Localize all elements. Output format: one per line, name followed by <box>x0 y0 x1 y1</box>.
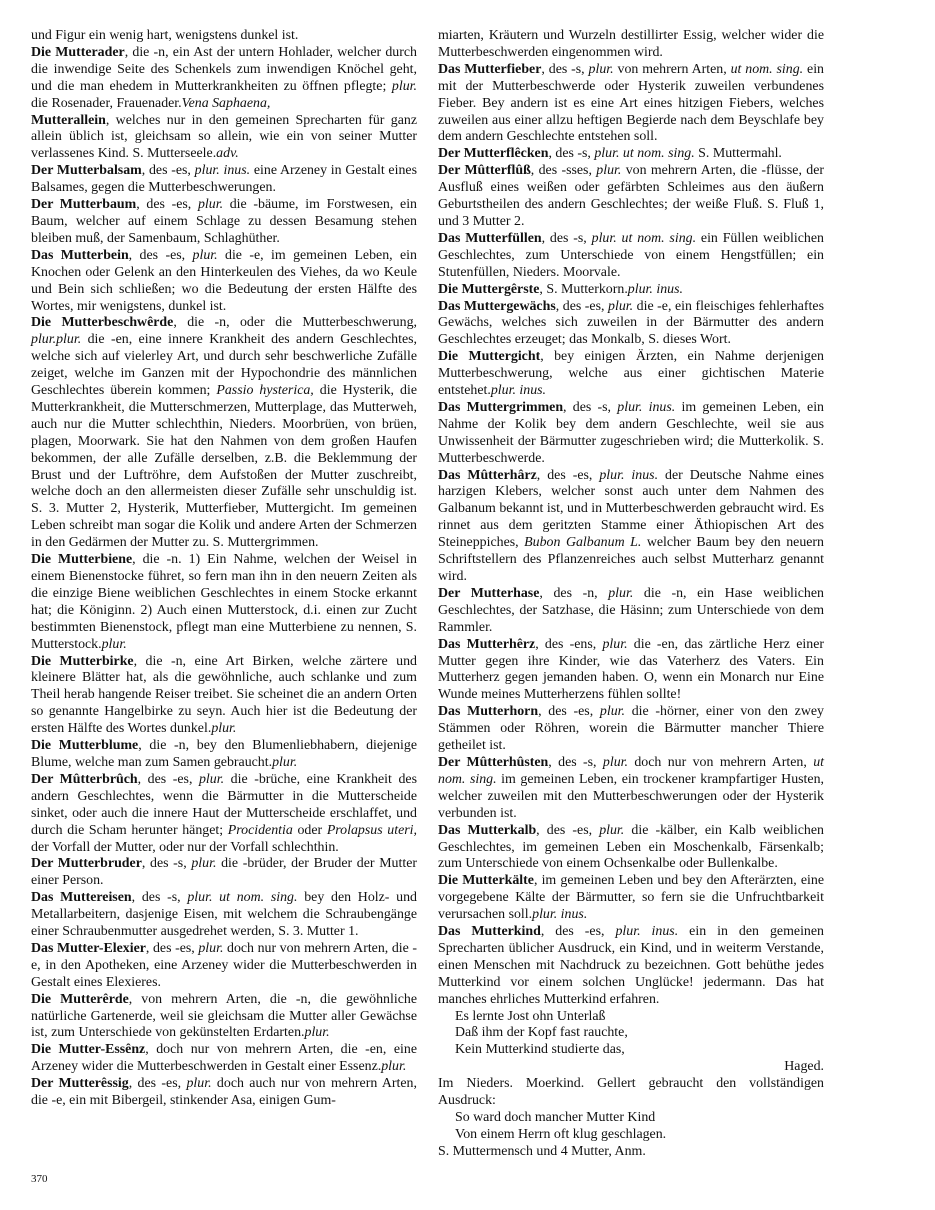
grammar-note: plur. <box>596 163 622 179</box>
entry-text: des -es, <box>139 247 193 263</box>
grammar-note: plur. inus. <box>599 467 659 483</box>
entry-text: bey einigen Ärzten, ein Nahme derjenigen Mutterbeschwerung, welche aus einer gichtischen Materie entstehet. <box>438 349 824 399</box>
entry-headword: Der Mûtterbrûch <box>31 771 138 787</box>
entry-text: , <box>540 924 556 940</box>
entry-text: des -es, <box>562 298 609 314</box>
dictionary-entry <box>31 654 417 739</box>
verse-line: Kein Mutterkind studierte das, <box>455 1042 625 1058</box>
entry-text: , <box>536 822 547 838</box>
dictionary-entry <box>31 738 417 772</box>
entry-text: , <box>555 298 563 314</box>
entry-text: des -es, <box>547 467 600 483</box>
entry-text: , <box>530 163 539 179</box>
entry-headword: Das Muttereisen <box>31 890 132 906</box>
entry-headword: Die Mutterkälte <box>438 873 534 889</box>
entry-text: , <box>133 653 146 669</box>
entry-text: die -e, ein fleischiges fehlerhaftes Gewächs, welches sich zuweilen in der Bärmutter des andern Geschlechtes erzeuget; das Monkalb, S. dieses Wort. <box>438 298 824 348</box>
entry-text: S. Muttermahl. <box>694 146 782 162</box>
entry-text: eine Arzeney in Gestalt eines Balsames, gegen die Mutterbeschwerungen. <box>31 163 417 196</box>
entry-text: , <box>535 636 545 652</box>
grammar-note: plur. <box>192 247 218 263</box>
entry-text: die -en, das zärtliche Herz einer Mutter gegen ihre Kinder, wie das Vaterherz des Vaters. Ein Mutterherz gegen jemanden haben. O, wenn ein Monarch nur Eine Wunde meines Mutterherzens fühlen sollte! <box>438 636 825 703</box>
entry-text: , <box>131 890 142 906</box>
entry-text: des -es, <box>546 822 600 838</box>
grammar-note: plur. <box>602 754 628 770</box>
entry-text: des -es, <box>548 704 600 720</box>
entry-text: die -brüder, der Bruder der Mutter einer Person. <box>31 856 417 889</box>
entry-text: doch nur von mehrern Arten, <box>627 754 814 770</box>
grammar-note: plur. <box>608 298 634 314</box>
dictionary-entry <box>438 349 824 400</box>
entry-text: des -s, <box>150 856 192 872</box>
entry-headword: Der Mutterbruder <box>31 856 142 872</box>
dictionary-entry <box>31 992 417 1043</box>
grammar-note: plur. <box>31 332 57 348</box>
entry-text: , <box>128 247 140 263</box>
entry-headword: Das Mutter-Elexier <box>31 940 146 956</box>
entry-headword: Die Mutterbirke <box>31 653 134 669</box>
entry-text: des -sses, <box>538 163 597 179</box>
entry-headword: Das Mutterfieber <box>438 61 542 77</box>
entry-headword: Der Mutterflêcken <box>438 146 549 162</box>
entry-text: des -s, <box>141 890 188 906</box>
dictionary-entry <box>31 1042 417 1076</box>
entry-text: die -n, eine Art Birken, welche zärtere und kleinere Blätter hat, als die gewöhnliche, auch schlanke und zum Theil herab hangende Reiser treibet. Sie scheinet die an andern Orten so genannte Hangelbirke zu seyn. Auch hier ist die Bedeutung der ersten Hälfte des Wortes dunkel. <box>31 653 417 737</box>
after-verse-text: Im Nieders. Moerkind. Gellert gebraucht den vollständigen Ausdruck: <box>438 1076 824 1109</box>
entry-text: die -n, ein Hase weiblichen Geschlechtes, der Satzhase, die Häsinn; zum Unterschiede von dem Rammler. <box>438 585 824 635</box>
grammar-note: adv. <box>216 146 239 162</box>
entry-text: , <box>128 1076 138 1092</box>
grammar-note: plur. <box>191 856 217 872</box>
entry-text: , <box>145 1042 157 1058</box>
entry-text: , <box>541 61 549 77</box>
latin-term: Vena Saphaena, <box>181 95 271 111</box>
entry-headword: Das Muttergewächs <box>438 298 556 314</box>
entry-text: des -es, <box>152 940 199 956</box>
entry-text: , <box>138 738 150 754</box>
dictionary-entry <box>31 941 417 992</box>
entry-text: der Deutsche Nahme eines harzigen Klebers, welcher sonst auch unter dem Nahmen des Galbanum bekannt ist, und in Mutterbeschwerden gebraucht wird. Es rinnet aus dem geritzten Stamme einer Äthiopischen Art des Steineppiches, <box>438 467 824 551</box>
entry-headword: Das Mutterfüllen <box>438 230 542 246</box>
grammar-note: plur. inus. <box>532 907 588 923</box>
entry-text: , <box>105 112 116 128</box>
entry-text: im gemeinen Leben, ein trockener krampfartiger Husten, welcher zuweilen mit den Mutterbeschwerungen oder der Hysterik verbunden ist. <box>438 771 824 821</box>
grammar-note: plur. <box>197 197 224 213</box>
entry-text: des -n, <box>553 585 609 601</box>
entry-text: , <box>141 856 150 872</box>
entry-text: die -bäume, im Forstwesen, ein Baum, welcher auf einem Schlage zu dessen Besamung stehen bleiben muß, der Samenbaum, Schlaghüther. <box>31 197 417 246</box>
dictionary-entry <box>31 890 417 941</box>
dictionary-entry <box>438 468 824 586</box>
entry-text: , <box>563 399 573 415</box>
entry-text: des -es, <box>555 924 616 940</box>
entry-text: , <box>173 315 188 331</box>
dictionary-entry <box>438 586 824 637</box>
entry-text: , <box>541 230 550 246</box>
dictionary-entry <box>438 146 824 163</box>
entry-text: des -s, <box>548 61 589 77</box>
entry-headword: Der Mutterêssig <box>31 1076 129 1092</box>
entry-text: doch nur von mehrern Arten, die -en, eine Arzeney wider die Mutterbeschwerden in Gestalt einer Essenz. <box>31 1042 417 1075</box>
latin-term: Prolapsus uteri, <box>326 822 417 838</box>
entry-headword: Das Mutterhêrz <box>438 636 536 652</box>
latin-term: Procidentia <box>227 822 293 838</box>
entry-text: die -en, eine innere Krankheit des andern Geschlechtes, welche sich auf vielerley Art, und durch sehr beschwerliche Zufälle zeiget, welche im Ganzen mit der Hypochondrie des männlichen Geschlechtes überein kommen; <box>31 332 417 399</box>
entry-text: des -es, <box>147 771 199 787</box>
latin-term: Passio hysterica, <box>216 383 314 399</box>
entry-text: welches nur in den gemeinen Sprecharten für ganz allein üblich ist, gleichsam so allein, wie ein von seiner Mutter verlassenes Kind. S. Mutterseele. <box>31 112 417 162</box>
entry-text: , <box>132 552 143 568</box>
entry-text: die -e, im gemeinen Leben, ein Knochen oder Gelenk an den Hinterkeulen des Viehes, da wo Keule und Bein sich schließen; wo die Bedeutung der ersten Hälfte des Wortes, mir wenigstens, dunkel ist. <box>31 247 417 314</box>
entry-headword: Die Mutterêrde <box>31 991 129 1007</box>
grammar-note: plur. <box>198 771 225 787</box>
entry-text: und Figur ein wenig hart, wenigstens dunkel ist. <box>31 28 299 43</box>
dictionary-entry <box>438 873 824 924</box>
entry-text: die -n, bey den Blumenliebhabern, diejenige Blume, welche man zum Samen gebraucht. <box>31 738 417 770</box>
entry-text: S. Mutterkorn. <box>546 281 628 297</box>
grammar-note: plur. inus. <box>617 399 676 415</box>
grammar-note: plur. inus. <box>194 163 251 179</box>
entry-text: , <box>539 585 554 601</box>
entry-text: welcher Baum bey den neuern Schriftstellern des Pflanzenreiches auch selbst Mutterharz genannt wird. <box>438 535 824 584</box>
dictionary-entry <box>31 772 417 857</box>
entry-text: , <box>538 704 549 720</box>
entry-text: des -es, <box>137 1076 187 1092</box>
entry-headword: Die Mutterbeschwêrde <box>31 315 174 331</box>
dictionary-entry <box>31 28 417 45</box>
entry-text: die -n. 1) Ein Nahme, welchen der Weisel in einem Bienenstocke führet, so fern man ihn in den neuern Zeiten als die einzige Biene weiblichen Geschlechtes in einem Stocke erkannt hat; die Königinn. 2) Auch einen Mutterstock, d.i. einen zur Zucht bestimmten Bienenstock, pflegt man eine Mutterbiene zu nennen, S. Mutterstock. <box>31 552 417 652</box>
grammar-note: plur. ut nom. sing. <box>591 230 697 246</box>
latin-term: Bubon Galbanum L. <box>524 535 642 551</box>
verse-line: Daß ihm der Kopf fast rauchte, <box>455 1025 628 1041</box>
dictionary-entry <box>438 62 824 147</box>
entry-headword: Die Muttergicht <box>438 349 541 365</box>
grammar-note: plur. <box>101 636 127 652</box>
grammar-note: plur. <box>608 585 634 601</box>
entry-text: , <box>536 467 548 483</box>
entry-headword: Die Muttergêrste <box>438 281 540 297</box>
entry-headword: Mutterallein <box>31 112 106 128</box>
closing-text: S. Muttermensch und 4 Mutter, Anm. <box>438 1143 646 1159</box>
entry-text: die Rosenader, Frauenader. <box>31 95 182 111</box>
entry-text: des -es, <box>148 163 195 179</box>
entry-text: die -kälber, ein Kalb weiblichen Geschlechtes, im gemeinen Leben ein Moschenkalb, Färsenkalb; zum Unterschiede von einem Ochsenkalbe oder Bullenkalbe. <box>438 822 824 872</box>
dictionary-entry <box>438 28 824 62</box>
grammar-note: plur. <box>304 1025 330 1041</box>
entry-headword: Die Mutterader <box>31 44 125 60</box>
dictionary-entry <box>31 197 417 248</box>
entry-headword: Der Mûtterflûß <box>438 163 531 179</box>
entry-text: ein Füllen weiblichen Geschlechtes, zum Unterschiede von einem Hengstfüllen; ein Stutenfüllen, Nieders. Moorvale. <box>438 230 824 280</box>
dictionary-entry <box>438 755 824 823</box>
grammar-note: plur. <box>588 61 614 77</box>
entry-text: , <box>137 771 148 787</box>
dictionary-entry <box>31 552 417 653</box>
entry-headword: Das Muttergrimmen <box>438 399 564 415</box>
grammar-note: plur. ut nom. sing. <box>594 146 695 162</box>
dictionary-entry <box>438 163 824 231</box>
entry-text: doch auch nur von mehrern Arten, die -e, ein mit Bibergeil, stinkender Asa, einigen Gum- <box>31 1076 417 1109</box>
grammar-note: plur. <box>211 721 237 737</box>
entry-text: , <box>128 991 142 1007</box>
entry-headword: Der Mûtterhûsten <box>438 754 549 770</box>
entry-headword: Das Mûtterhârz <box>438 467 537 483</box>
grammar-note: plur. <box>56 332 82 348</box>
entry-text: des -s, <box>549 230 592 246</box>
dictionary-entry <box>31 163 417 197</box>
entry-headword: Das Mutterkalb <box>438 822 537 838</box>
entry-text: ein in den gemeinen Sprecharten üblicher Ausdruck, ein Kind, und in weiterm Verstande, einen Menschen mit Nachdruck zu bezeichnen. Gott behüthe jedes Mutterkind vor einem solchen Unglücke! jedermann. Das hat manches ehrliches Mutterkind erfahren. <box>438 924 824 1007</box>
entry-text: die Hysterik, die Mutterkrankheit, die Mutterschmerzen, Mutterplage, das Mutterweh, auch nur die Mutter schlechthin, Nieders. Moorbrüen, von brüen, plagen, Moorwark. Sie hat den Nahmen von dem großen Haufen bekommen, der alle Zufälle derselben, z.B. die Beklemmung der Brust und der Luftröhre, dem Aufstoßen der Mutter zuschreibt, welche doch an den allermeisten dieser Zufälle sehr unschuldig ist. S. 3. Mutter 2, Hysterik, Mutterfieber, Muttergicht. Im gemeinen Leben schreibt man sogar die Kolik und andere Arten der Schmerzen in den Gedärmen der Mutter zu. S. Muttergrimmen. <box>31 383 417 551</box>
grammar-note: plur. inus. <box>627 281 683 297</box>
grammar-note: plur. <box>599 704 625 720</box>
entry-headword: Der Mutterhase <box>438 585 540 601</box>
entry-text: oder <box>292 822 327 838</box>
entry-text: , <box>533 873 542 889</box>
entry-headword: Das Mutterkind <box>438 924 541 940</box>
entry-text: bey den Holz- und Metallarbeitern, dasjenige Eisen, mit welchem die Schraubengänge einer Schraubenmutter ausgedrehet werden, S. 3. Mutter 1. <box>31 890 417 940</box>
entry-text: des -ens, <box>544 636 603 652</box>
dictionary-entry <box>438 400 824 468</box>
entry-text: ein mit der Mutterbeschwerde oder Hysterik zuweilen verbundenes Fieber. Bey andern ist es eine Art eines hitzigen Fiebers, welches zuweilen aus einer allzu heftigen Begierde nach dem Beyschlafe bey dem andern Geschlechte entstehen soll. <box>438 61 825 145</box>
verse-line: Von einem Herrn oft klug geschlagen. <box>455 1126 667 1142</box>
entry-headword: Das Mutterbein <box>31 247 129 263</box>
grammar-note: plur. ut nom. sing. <box>187 890 298 906</box>
entry-text: , <box>145 940 153 956</box>
entry-text: im gemeinen Leben und bey den Afterärzten, eine vorgegebene Kälte der Bärmutter, so fern sie die Unfruchtbarkeit verursachen soll. <box>438 873 824 923</box>
dictionary-entry <box>438 823 824 874</box>
entry-headword: Der Mutterbalsam <box>31 163 142 179</box>
entry-text: , <box>548 754 559 770</box>
entry-text: der Vorfall der Mutter, oder nur der Vorfall schlechthin. <box>31 839 339 855</box>
entry-text: die -brüche, eine Krankheit des andern Geschlechtes, wenn die Bärmutter in die Mutterscheide sinket, oder auch die innere Haut der Mutterscheide erschlaffet, und durch die Scham herunter hänget; <box>31 771 417 838</box>
entry-text: die -n, ein Ast der untern Hohlader, welcher durch die inwendige Seite des Schenkels zum inwendigen Knöchel geht, und die man ehedem in Mutterkrankheiten zu öffnen pflegte; <box>31 44 417 94</box>
dictionary-entry <box>438 231 824 282</box>
entry-text: doch nur von mehrern Arten, die -e, in den Apotheken, eine Arzeney wider die Mutterbeschwerden in Gestalt eines Elexieres. <box>31 940 418 990</box>
dictionary-entry <box>438 299 824 350</box>
entry-text: des -s, <box>558 754 603 770</box>
latin-term: ut nom. sing. <box>438 754 824 787</box>
dictionary-entry <box>438 282 824 299</box>
entry-headword: Die Mutterblume <box>31 738 139 754</box>
page-number: 370 <box>31 1173 48 1185</box>
entry-headword: Die Mutterbiene <box>31 552 133 568</box>
verse-line: Es lernte Jost ohn Unterlaß <box>455 1008 606 1024</box>
latin-term: ut nom. sing. <box>730 61 804 77</box>
entry-text: des -es, <box>146 197 198 213</box>
entry-text: die -n, oder die Mutterbeschwerung, <box>187 315 417 331</box>
dictionary-entry <box>31 1076 417 1110</box>
dictionary-entry <box>438 704 824 755</box>
entry-text: im gemeinen Leben, ein Nahme der Kolik bey dem andern Geschlechte, weil sie aus Unwissenheit der Bärmutter zugeschrieben wird; die Mutterkolik. S. Mutterbeschwerde. <box>438 399 824 466</box>
verse-line: So ward doch mancher Mutter Kind <box>455 1110 656 1125</box>
entry-text: des -s, <box>555 146 595 162</box>
grammar-note: plur. <box>272 754 298 770</box>
dictionary-entry <box>438 637 824 705</box>
dictionary-entry <box>31 856 417 890</box>
grammar-note: plur. <box>198 940 224 956</box>
grammar-note: plur. inus. <box>490 383 547 399</box>
entry-text: von mehrern Arten, <box>613 61 731 77</box>
entry-text: die -hörner, einer von den zwey Stämmen oder Röhren, worein die Bärmutter mancher Thiere getheilet ist. <box>438 704 824 754</box>
entry-text: , <box>136 197 147 213</box>
dictionary-entry <box>438 924 824 1009</box>
grammar-note: plur. <box>391 78 417 94</box>
entry-text: , <box>548 146 556 162</box>
grammar-note: plur. <box>602 636 628 652</box>
entry-text: , <box>141 163 149 179</box>
entry-headword: Der Mutterbaum <box>31 197 137 213</box>
dictionary-entry <box>31 248 417 316</box>
grammar-note: plur. inus. <box>615 924 679 940</box>
grammar-note: plur. <box>381 1059 407 1075</box>
entry-text: , <box>540 349 555 365</box>
entry-text: des -s, <box>572 399 618 415</box>
dictionary-entry <box>31 113 417 164</box>
grammar-note: plur. <box>599 822 625 838</box>
entry-headword: Das Mutterhorn <box>438 704 539 720</box>
entry-text: von mehrern Arten, die -n, die gewöhnliche natürliche Gartenerde, weil sie gleichsam die Mutter aller Gewächse ist, zum Unterschiede von gekünstelten Erdarten. <box>31 991 417 1041</box>
dictionary-entry <box>31 45 417 113</box>
entry-text: , <box>539 281 547 297</box>
verse-signature: Haged. <box>784 1059 824 1075</box>
entry-text: , <box>124 44 133 60</box>
entry-text: miarten, Kräutern und Wurzeln destillirter Essig, welcher wider die Mutterbeschwerden eingenommen wird. <box>438 28 824 60</box>
dictionary-entry <box>31 315 417 552</box>
grammar-note: plur. <box>186 1076 212 1092</box>
right-column <box>438 28 824 1161</box>
left-column <box>31 28 417 1110</box>
entry-headword: Die Mutter-Essênz <box>31 1042 146 1058</box>
right-entries <box>438 28 824 1009</box>
entry-text: von mehrern Arten, die -flüsse, der Ausfluß eines weißen oder gefärbten Schleimes aus den äußern Geburtstheilen des andern Geschlechtes; der weiße Fluß. S. Fluß 1, und 3 Mutter 2. <box>438 163 824 229</box>
